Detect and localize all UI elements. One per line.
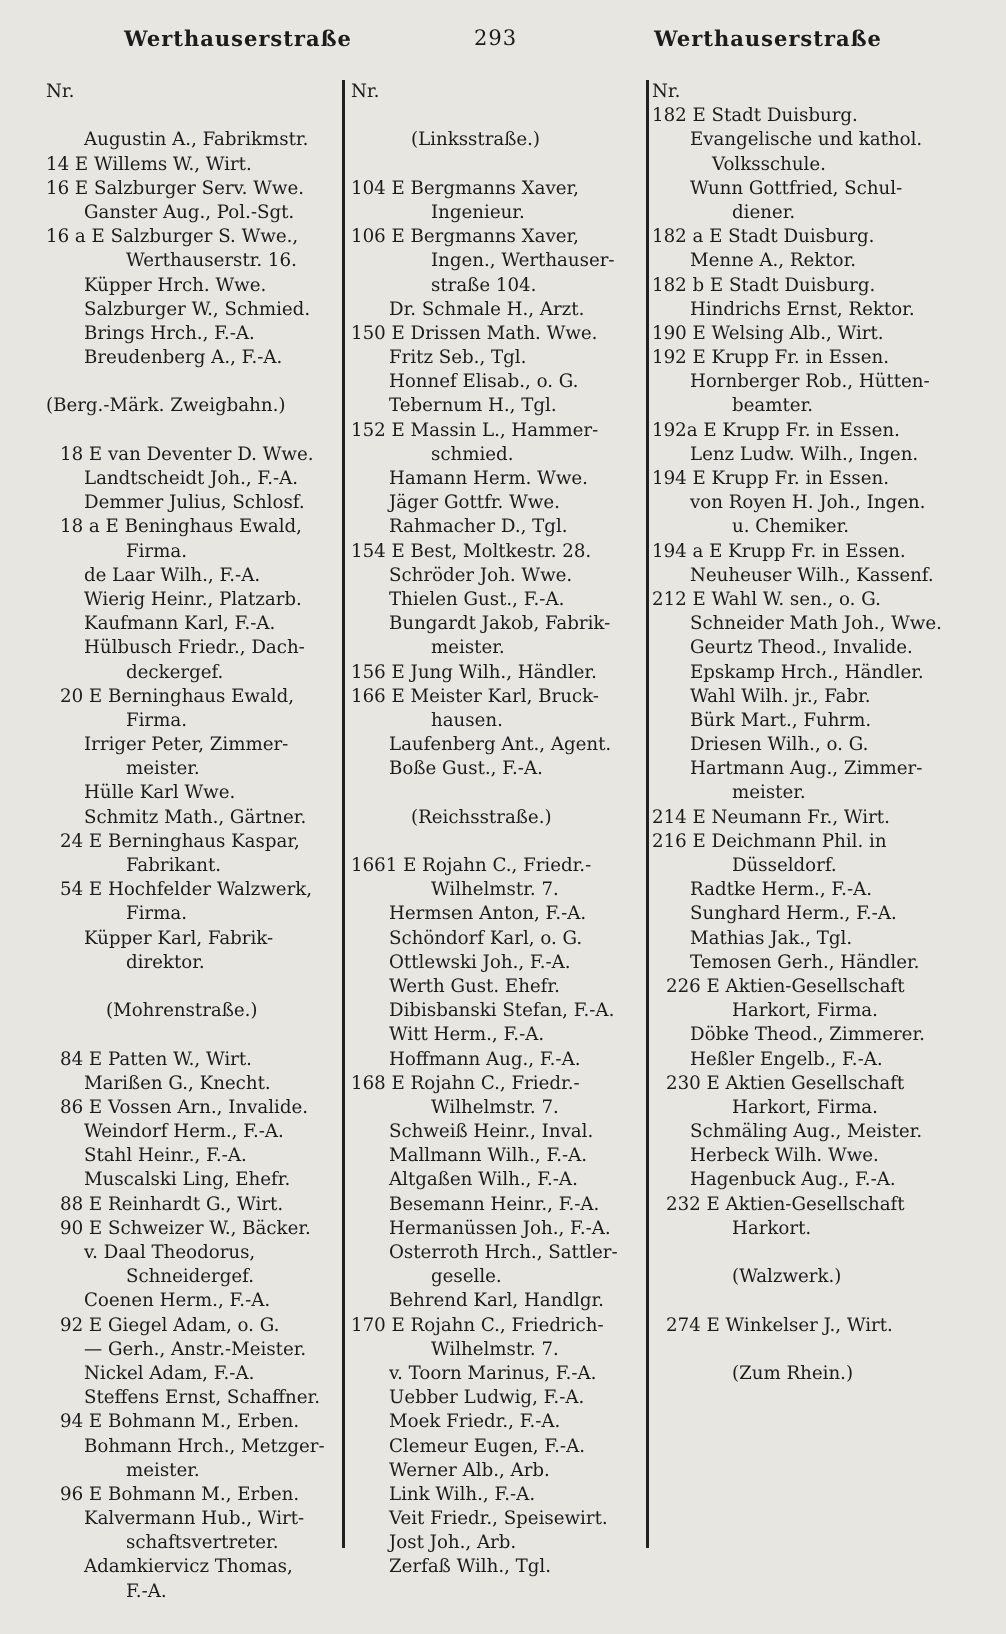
directory-line: 16 E Salzburger Serv. Wwe. [46, 177, 305, 199]
running-head-right: Werthauserstraße [654, 26, 882, 51]
directory-line: Weindorf Herm., F.-A. [84, 1121, 284, 1143]
column-middle [351, 80, 679, 1580]
directory-line: Ottlewski Joh., F.-A. [389, 951, 571, 973]
directory-line: Behrend Karl, Handlgr. [389, 1290, 604, 1312]
directory-line: Düsseldorf. [732, 855, 837, 876]
directory-line: Muscalski Ling, Ehefr. [84, 1169, 291, 1191]
directory-line: Nickel Adam, F.-A. [84, 1362, 255, 1384]
directory-line: Mathias Jak., Tgl. [690, 927, 853, 949]
directory-line: 194 E Krupp Fr. in Essen. [652, 468, 890, 489]
directory-line: Firma. [126, 709, 188, 731]
section-heading: (Zum Rhein.) [732, 1362, 854, 1384]
directory-line: 230 E Aktien Gesellschaft [666, 1072, 905, 1094]
blank-line [351, 781, 679, 805]
directory-line: Demmer Julius, Schlosf. [84, 492, 305, 514]
directory-line: direktor. [126, 951, 205, 973]
blank-line [351, 153, 679, 177]
directory-line: 192 E Krupp Fr. in Essen. [652, 347, 890, 369]
directory-line: Sunghard Herm., F.-A. [690, 903, 897, 925]
directory-line: Schneidergef. [126, 1266, 255, 1288]
directory-line: Geurtz Theod., Invalide. [690, 637, 913, 659]
directory-line: Veit Friedr., Speisewirt. [389, 1508, 608, 1530]
directory-line: meister. [732, 782, 806, 804]
directory-line: Thielen Gust., F.-A. [389, 588, 565, 610]
directory-line: Adamkiervicz Thomas, [84, 1556, 293, 1578]
directory-line: 226 E Aktien-Gesellschaft [666, 975, 905, 997]
directory-line: 154 E Best, Moltkestr. 28. [351, 540, 592, 562]
directory-line: 96 E Bohmann M., Erben. [60, 1483, 300, 1505]
directory-line: Werthauserstr. 16. [126, 250, 297, 272]
directory-line: Hoffmann Aug., F.-A. [389, 1048, 581, 1070]
directory-line: v. Toorn Marinus, F.-A. [389, 1362, 597, 1384]
directory-line: 212 E Wahl W. sen., o. G. [652, 588, 881, 610]
section-heading: (Linksstraße.) [411, 129, 541, 151]
directory-line: 182 E Stadt Duisburg. [652, 105, 858, 127]
directory-line: Driesen Wilh., o. G. [690, 734, 869, 756]
directory-line: Epskamp Hrch., Händler. [690, 661, 924, 683]
directory-line: v. Daal Theodorus, [84, 1242, 256, 1263]
directory-line: Werner Alb., Arb. [389, 1459, 550, 1481]
directory-line: Wunn Gottfried, Schul- [690, 177, 903, 199]
directory-line: Heßler Engelb., F.-A. [690, 1048, 883, 1070]
directory-line: Tebernum H., Tgl. [389, 395, 557, 417]
directory-line: 18 a E Beninghaus Ewald, [60, 516, 302, 538]
directory-line: Werth Gust. Ehefr. [389, 975, 560, 997]
directory-line: beamter. [732, 395, 814, 417]
directory-line: Dr. Schmale H., Arzt. [389, 298, 585, 320]
directory-line: deckergef. [126, 661, 224, 683]
directory-line: Küpper Hrch. Wwe. [84, 274, 267, 296]
directory-line: Augustin A., Fabrikmstr. [84, 129, 309, 151]
directory-line: diener. [732, 201, 796, 223]
directory-line: Hülle Karl Wwe. [84, 782, 236, 804]
directory-line: Firma. [126, 903, 188, 925]
blank-line [46, 370, 346, 394]
directory-line: Lenz Ludw. Wilh., Ingen. [690, 443, 919, 465]
directory-line: Hermanüssen Joh., F.-A. [389, 1217, 611, 1239]
directory-line: Altgaßen Wilh., F.-A. [389, 1169, 578, 1191]
directory-line: Dibisbanski Stefan, F.-A. [389, 1000, 615, 1022]
directory-line: Mallmann Wilh., F.-A. [389, 1145, 588, 1167]
directory-line: 214 E Neumann Fr., Wirt. [652, 806, 890, 828]
directory-line: Link Wilh., F.-A. [389, 1483, 536, 1505]
page-number: 293 [474, 26, 518, 50]
directory-line: Bungardt Jakob, Fabrik- [389, 613, 611, 635]
blank-line [46, 419, 346, 443]
blank-line [46, 1023, 346, 1047]
directory-line: Salzburger W., Schmied. [84, 298, 311, 320]
blank-line [652, 1241, 1006, 1265]
directory-line: Kaufmann Karl, F.-A. [84, 613, 276, 635]
directory-line: von Royen H. Joh., Ingen. [690, 492, 926, 514]
section-heading: (Reichsstraße.) [411, 806, 552, 828]
directory-line: Nr. [46, 81, 75, 102]
directory-line: Bohmann Hrch., Metzger- [84, 1435, 325, 1457]
directory-line: Brings Hrch., F.-A. [84, 322, 255, 344]
directory-line: Jäger Gottfr. Wwe. [389, 492, 560, 514]
directory-line: Irriger Peter, Zimmer- [84, 734, 289, 756]
directory-line: Neuheuser Wilh., Kassenf. [690, 564, 934, 586]
directory-line: Wilhelmstr. 7. [431, 1096, 559, 1118]
blank-line [46, 104, 346, 128]
directory-line: 194 a E Krupp Fr. in Essen. [652, 540, 906, 562]
directory-line: 1661 E Rojahn C., Friedr.- [351, 855, 592, 876]
directory-line: 216 E Deichmann Phil. in [652, 830, 887, 852]
directory-line: 150 E Drissen Math. Wwe. [351, 322, 598, 344]
directory-line: Hagenbuck Aug., F.-A. [690, 1169, 896, 1191]
blank-line [351, 104, 679, 128]
directory-line: Schöndorf Karl, o. G. [389, 927, 583, 949]
directory-line: Herbeck Wilh. Wwe. [690, 1145, 879, 1167]
directory-line: Hartmann Aug., Zimmer- [690, 758, 923, 780]
directory-line: Fritz Seb., Tgl. [389, 347, 527, 369]
directory-line: Temosen Gerh., Händler. [690, 951, 920, 973]
section-heading: (Mohrenstraße.) [106, 1000, 258, 1022]
directory-line: 92 E Giegel Adam, o. G. [60, 1314, 280, 1336]
directory-line: schmied. [431, 443, 514, 465]
directory-line: Ingenieur. [431, 201, 525, 223]
directory-line: Hornberger Rob., Hütten- [690, 371, 930, 393]
directory-line: Laufenberg Ant., Agent. [389, 734, 612, 756]
directory-line: Kalvermann Hub., Wirt- [84, 1508, 305, 1530]
directory-line: meister. [431, 637, 505, 659]
directory-line: Döbke Theod., Zimmerer. [690, 1024, 925, 1046]
directory-line: Nr. [351, 81, 380, 102]
directory-line: 24 E Berninghaus Kaspar, [60, 830, 300, 852]
directory-line: Volksschule. [712, 153, 826, 175]
directory-line: Evangelische und kathol. [690, 129, 923, 151]
directory-line: Breudenberg A., F.-A. [84, 347, 283, 369]
directory-line: — Gerh., Anstr.-Meister. [84, 1338, 307, 1360]
directory-line: 20 E Berninghaus Ewald, [60, 685, 295, 707]
directory-line: 94 E Bohmann M., Erben. [60, 1411, 300, 1433]
directory-line: Jost Joh., Arb. [389, 1532, 517, 1554]
directory-line: 86 E Vossen Arn., Invalide. [60, 1096, 309, 1118]
directory-line: straße 104. [431, 274, 537, 296]
directory-line: Radtke Herm., F.-A. [690, 879, 873, 901]
directory-line: Witt Herm., F.-A. [389, 1024, 545, 1046]
directory-line: Uebber Ludwig, F.-A. [389, 1387, 585, 1409]
directory-line: Landtscheidt Joh., F.-A. [84, 468, 299, 489]
directory-line: Clemeur Eugen, F.-A. [389, 1435, 585, 1457]
directory-line: meister. [126, 758, 200, 780]
directory-line: 190 E Welsing Alb., Wirt. [652, 322, 884, 344]
blank-line [351, 830, 679, 854]
directory-line: 84 E Patten W., Wirt. [60, 1048, 252, 1070]
directory-line: de Laar Wilh., F.-A. [84, 564, 261, 586]
directory-line: Firma. [126, 540, 188, 562]
directory-line: Hindrichs Ernst, Rektor. [690, 298, 915, 320]
directory-line: schaftsvertreter. [126, 1532, 279, 1554]
directory-line: Hülbusch Friedr., Dach- [84, 637, 305, 659]
directory-line: Hermsen Anton, F.-A. [389, 903, 587, 925]
directory-line: Menne A., Rektor. [690, 250, 857, 272]
directory-line: 106 E Bergmanns Xaver, [351, 226, 579, 248]
running-head-left: Werthauserstraße [124, 26, 352, 51]
directory-line: geselle. [431, 1266, 502, 1288]
directory-line: Fabrikant. [126, 855, 222, 876]
directory-line: Schneider Math Joh., Wwe. [690, 613, 942, 635]
column-rule-left [342, 80, 345, 1548]
directory-line: Schweiß Heinr., Inval. [389, 1121, 594, 1143]
column-right [652, 80, 1006, 1386]
column-rule-right [646, 80, 649, 1548]
directory-line: Zerfaß Wilh., Tgl. [389, 1556, 552, 1578]
directory-line: Moek Friedr., F.-A. [389, 1411, 561, 1433]
directory-line: 54 E Hochfelder Walzwerk, [60, 879, 313, 901]
directory-line: Honnef Elisab., o. G. [389, 371, 579, 393]
directory-line: 182 a E Stadt Duisburg. [652, 226, 875, 248]
directory-line: Harkort, Firma. [732, 1000, 878, 1022]
directory-line: Besemann Heinr., F.-A. [389, 1193, 600, 1215]
directory-line: meister. [126, 1459, 200, 1481]
directory-line: Hamann Herm. Wwe. [389, 468, 588, 489]
section-heading: (Berg.-Märk. Zweigbahn.) [46, 395, 286, 417]
directory-line: Küpper Karl, Fabrik- [84, 927, 274, 949]
directory-line: 152 E Massin L., Hammer- [351, 419, 599, 441]
directory-line: 88 E Reinhardt G., Wirt. [60, 1193, 284, 1215]
directory-line: Osterroth Hrch., Sattler- [389, 1242, 618, 1263]
directory-line: 16 a E Salzburger S. Wwe., [46, 226, 299, 248]
blank-line [652, 1289, 1006, 1313]
directory-line: Schmitz Math., Gärtner. [84, 806, 307, 828]
section-heading: (Walzwerk.) [732, 1266, 842, 1288]
directory-line: 90 E Schweizer W., Bäcker. [60, 1217, 311, 1239]
directory-line: Ingen., Werthauser- [431, 250, 615, 272]
directory-line: Marißen G., Knecht. [84, 1072, 271, 1094]
column-left [46, 80, 346, 1604]
directory-line: Wierig Heinr., Platzarb. [84, 588, 302, 610]
directory-line: Bürk Mart., Fuhrm. [690, 709, 872, 731]
directory-line: F.-A. [126, 1580, 167, 1602]
directory-line: Ganster Aug., Pol.-Sgt. [84, 201, 295, 223]
directory-line: u. Chemiker. [732, 516, 849, 538]
directory-line: 192a E Krupp Fr. in Essen. [652, 419, 900, 441]
directory-line: Coenen Herm., F.-A. [84, 1290, 271, 1312]
directory-line: 168 E Rojahn C., Friedr.- [351, 1072, 580, 1094]
directory-line: Harkort. [732, 1217, 812, 1239]
blank-line [652, 1338, 1006, 1362]
directory-line: 156 E Jung Wilh., Händler. [351, 661, 597, 683]
directory-line: 182 b E Stadt Duisburg. [652, 274, 876, 296]
directory-line: Stahl Heinr., F.-A. [84, 1145, 247, 1167]
directory-line: Rahmacher D., Tgl. [389, 516, 568, 538]
directory-line: Steffens Ernst, Schaffner. [84, 1387, 321, 1409]
directory-line: hausen. [431, 709, 503, 731]
directory-line: Wilhelmstr. 7. [431, 879, 559, 901]
blank-line [46, 975, 346, 999]
directory-line: 232 E Aktien-Gesellschaft [666, 1193, 905, 1215]
directory-line: Wahl Wilh. jr., Fabr. [690, 685, 871, 707]
directory-line: Wilhelmstr. 7. [431, 1338, 559, 1360]
directory-line: 274 E Winkelser J., Wirt. [666, 1314, 893, 1336]
directory-line: 166 E Meister Karl, Bruck- [351, 685, 599, 707]
directory-line: 170 E Rojahn C., Friedrich- [351, 1314, 604, 1336]
directory-line: Schmäling Aug., Meister. [690, 1121, 923, 1143]
directory-line: Schröder Joh. Wwe. [389, 564, 573, 586]
directory-line: 14 E Willems W., Wirt. [46, 153, 252, 175]
directory-line: Nr. [652, 81, 681, 102]
directory-line: Harkort, Firma. [732, 1096, 878, 1118]
directory-line: Boße Gust., F.-A. [389, 758, 543, 780]
directory-line: 18 E van Deventer D. Wwe. [60, 443, 314, 465]
directory-line: 104 E Bergmanns Xaver, [351, 177, 579, 199]
